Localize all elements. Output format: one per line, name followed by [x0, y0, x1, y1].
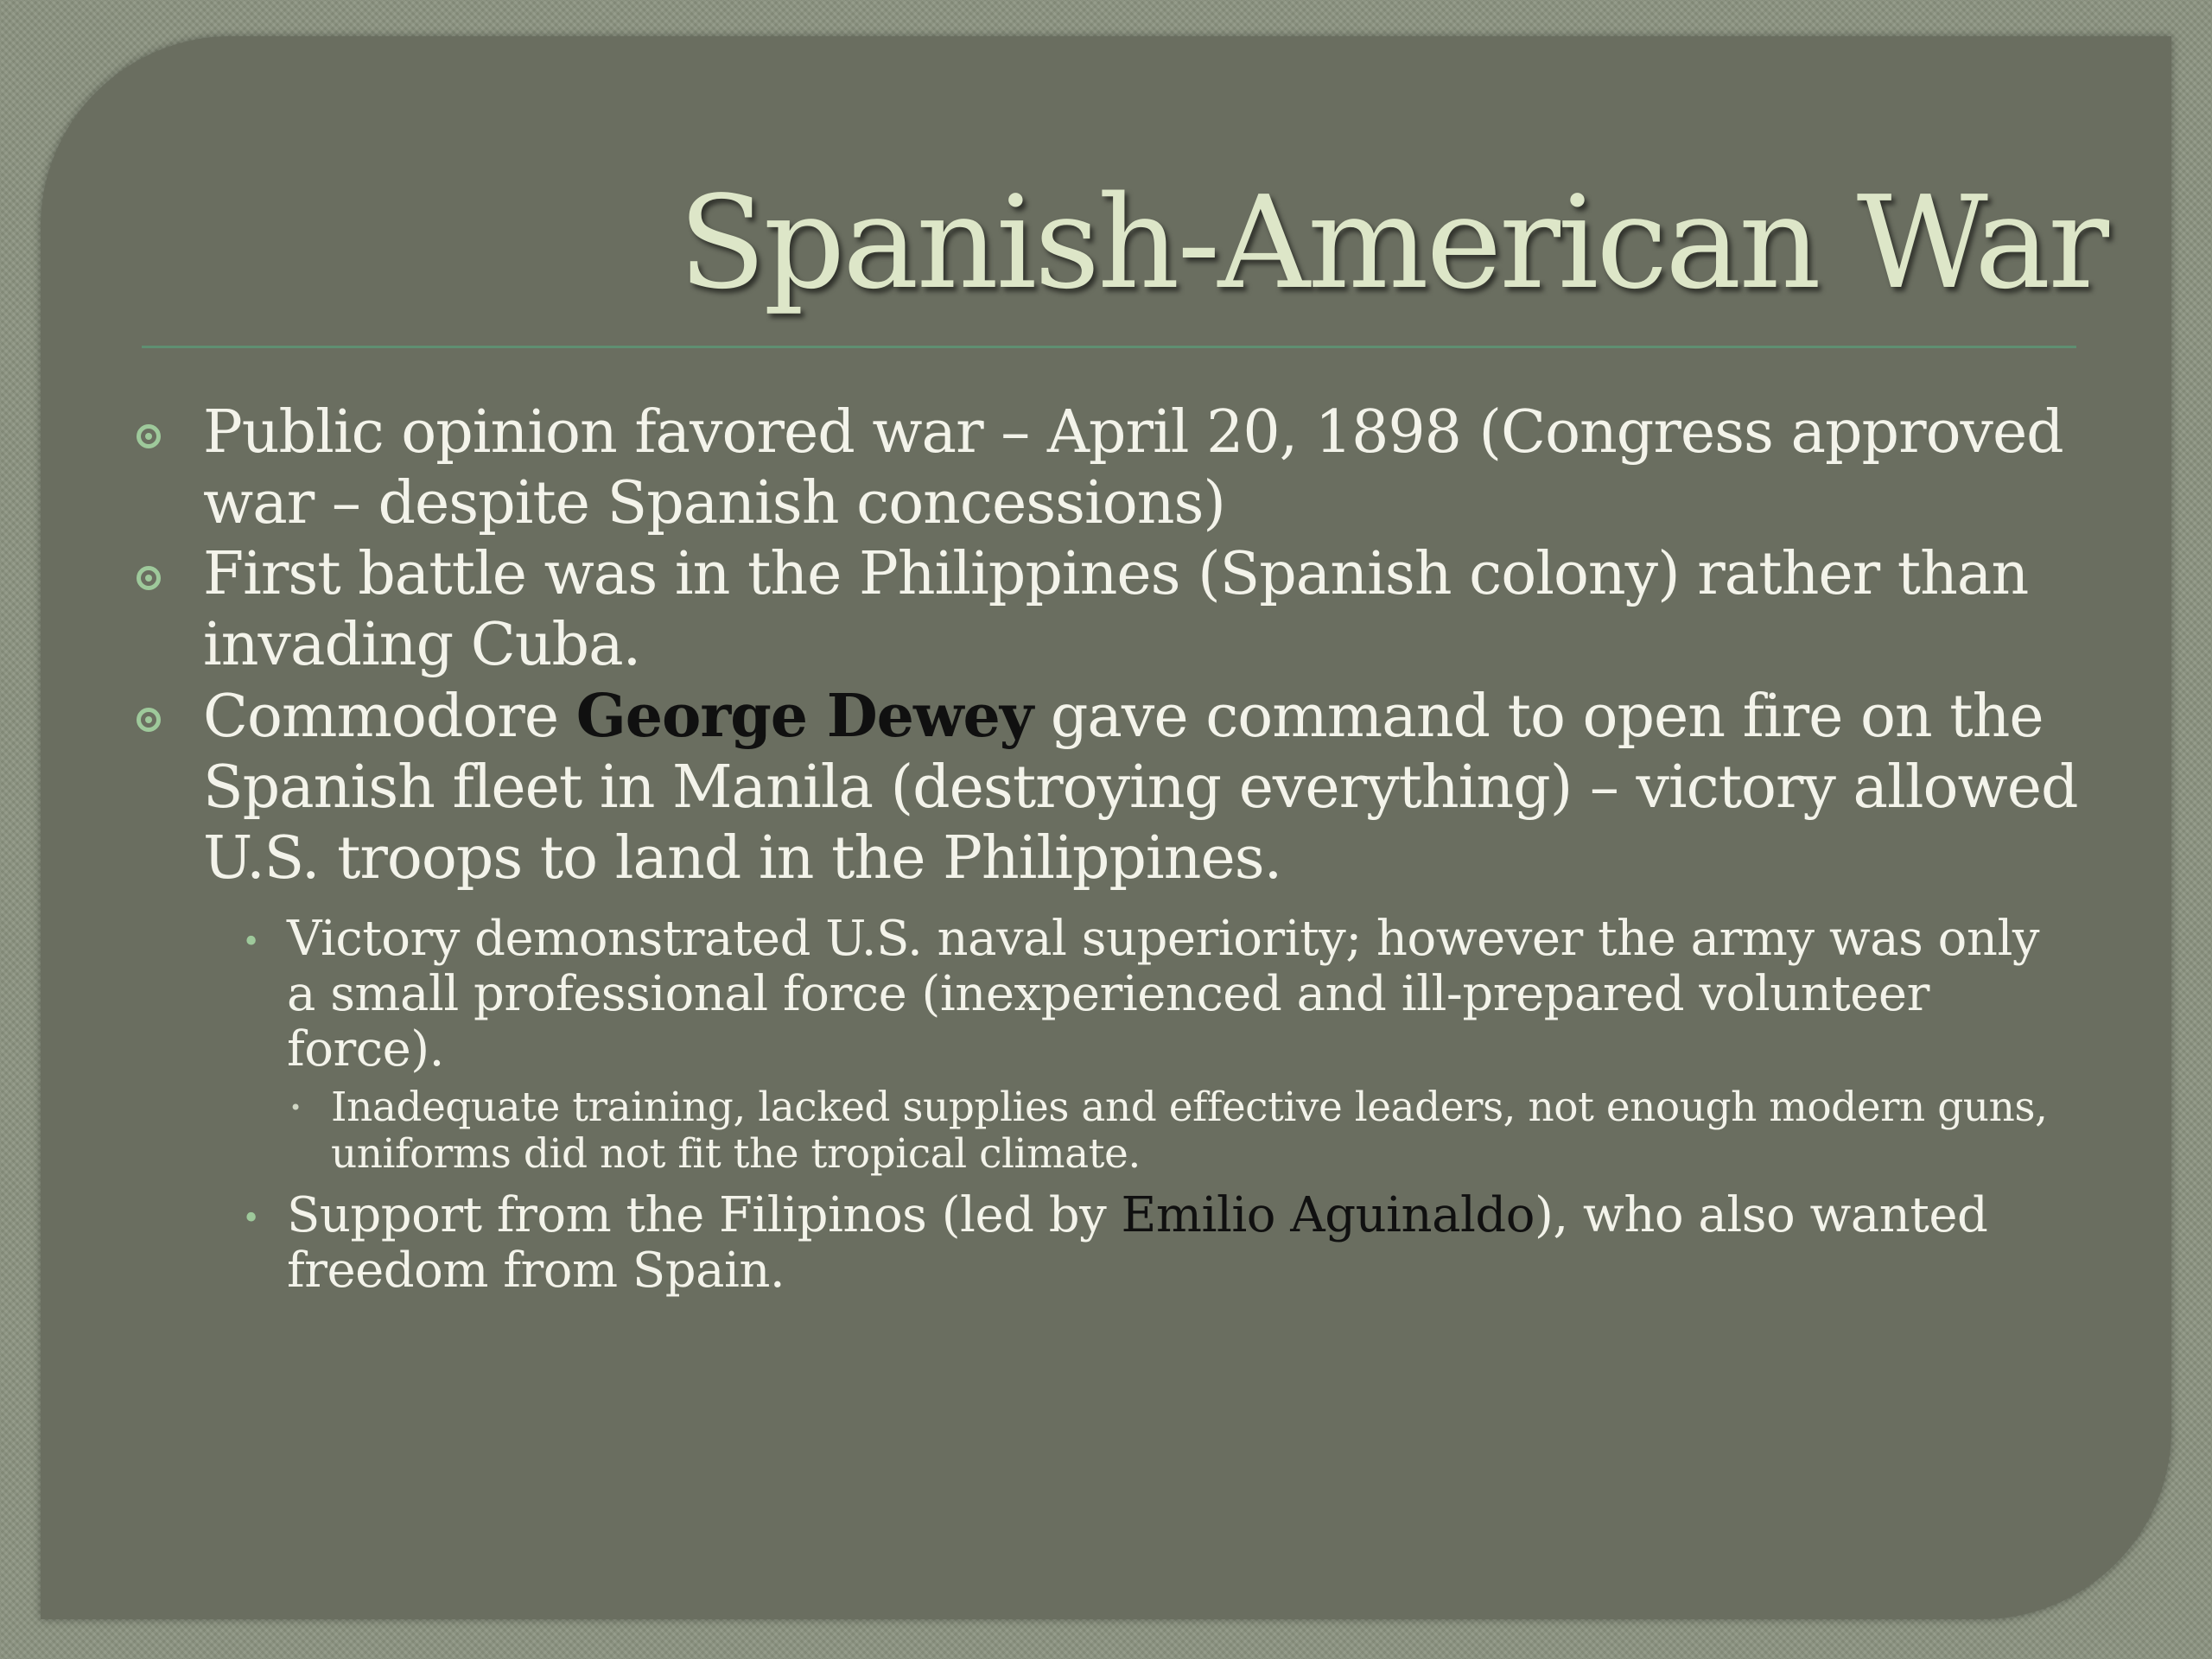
bullet-text-before: Commodore — [203, 683, 576, 751]
circle-bullet-icon — [137, 566, 161, 590]
dot-bullet-icon: • — [242, 1201, 260, 1236]
subsubpoint-inadequate-training — [95, 1084, 2059, 1178]
bullet-text-after: gave command to open fire on the Spanish fleet in Manila (destroying everything) – victory allowed U.S. troops to land in the Philippines. — [203, 683, 2078, 893]
circle-bullet-icon — [137, 708, 161, 732]
bullet-public-opinion — [95, 397, 2082, 539]
subsubpoint-text: Inadequate training, lacked supplies and effective leaders, not enough modern guns, uniforms did not fit the tropical climate. — [331, 1084, 2048, 1178]
dot-bullet-icon: • — [242, 925, 260, 960]
bullet-text: First battle was in the Philippines (Spanish colony) rather than invading Cuba. — [203, 540, 2029, 679]
emphasis-george-dewey: George Dewey — [575, 682, 1033, 751]
bullet-dewey — [95, 681, 2082, 894]
circle-bullet-icon — [137, 424, 161, 448]
title-divider — [142, 346, 2076, 348]
emphasis-emilio-aguinaldo: Emilio Aguinaldo — [1121, 1187, 1535, 1243]
slide-body — [95, 397, 2082, 1299]
subpoint-text-after: ), who also wanted freedom from Spain. — [287, 1187, 1988, 1299]
bullet-text: Public opinion favored war – April 20, 1898 (Congress approved war – despite Spanish concessions) — [203, 398, 2063, 537]
subpoint-text: Victory demonstrated U.S. naval superiority; however the army was only a small professional force (inexperienced and ill-prepared volunteer force). — [287, 911, 2040, 1077]
subpoint-filipino-support — [95, 1188, 2082, 1299]
slide-title: Spanish-American War — [678, 168, 2107, 317]
subpoint-naval-superiority — [95, 912, 2082, 1077]
subpoint-text-before: Support from the Filipinos (led by — [287, 1187, 1122, 1243]
bullet-first-battle — [95, 539, 2082, 681]
small-dot-bullet-icon: • — [289, 1096, 302, 1120]
